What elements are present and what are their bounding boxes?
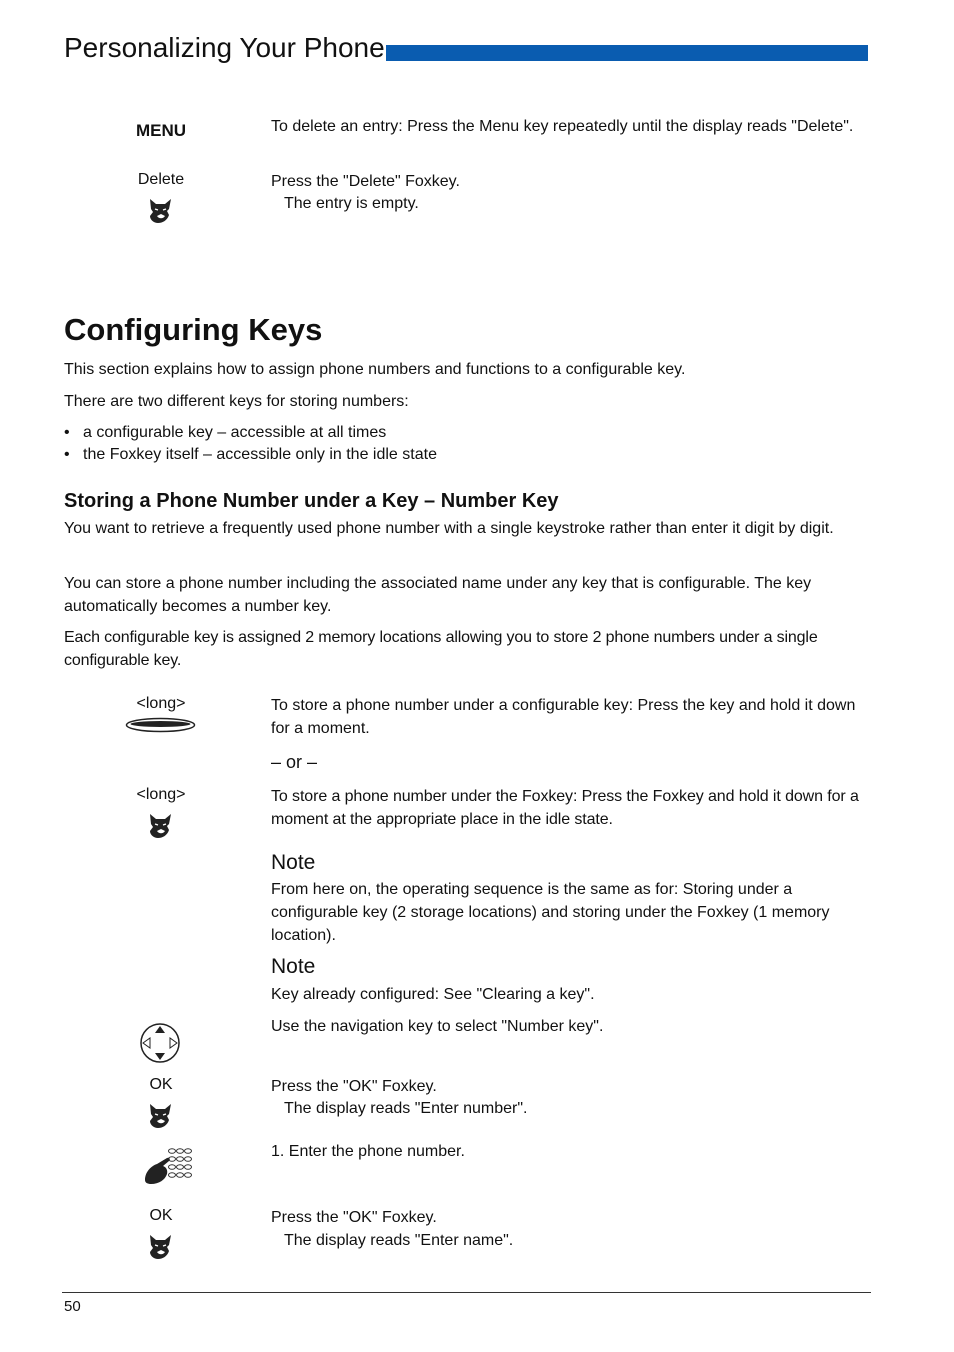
delete-step-text: Press the "Delete" Foxkey. xyxy=(271,173,460,190)
navigation-key-icon xyxy=(139,1022,181,1064)
subsection-title: Storing a Phone Number under a Key – Number Key xyxy=(64,490,559,512)
note-text: Key already configured: See "Clearing a key". xyxy=(271,986,595,1003)
enter-number-text: 1. Enter the phone number. xyxy=(271,1143,465,1160)
keypad-icon xyxy=(141,1146,193,1188)
number-key-paragraph-3: Each configurable key is assigned 2 memory locations allowing you to store 2 phone numbers under a single configurable key. xyxy=(64,629,818,669)
long-press-label-2: <long> xyxy=(136,786,186,803)
foxkey-icon xyxy=(147,1102,174,1130)
menu-step-text: To delete an entry: Press the Menu key repeatedly until the display reads "Delete". xyxy=(271,118,854,135)
foxkey-icon xyxy=(147,812,174,840)
long-press-key-text: To store a phone number under a configurable key: Press the key and hold it down for a moment. xyxy=(271,697,856,737)
config-intro: This section explains how to assign phone numbers and functions to a configurable key. xyxy=(64,361,686,378)
foxkey-icon xyxy=(147,1233,174,1261)
list-item: • the Foxkey itself – accessible only in the idle state xyxy=(64,446,437,463)
number-key-paragraph-1: You want to retrieve a frequently used phone number with a single keystroke rather than enter it digit by digit. xyxy=(64,520,834,537)
or-separator: – or – xyxy=(271,752,318,772)
page-number: 50 xyxy=(64,1298,81,1315)
long-press-label: <long> xyxy=(136,695,186,712)
section-title: Configuring Keys xyxy=(64,312,323,347)
ok-step-result: The display reads "Enter number". xyxy=(284,1100,528,1117)
note-text: From here on, the operating sequence is the same as for: Storing under a configurable key (2 storage locations) and storing under the Foxkey (1 memory location). xyxy=(271,881,830,944)
long-press-foxkey-text: To store a phone number under the Foxkey: Press the Foxkey and hold it down for a moment at the appropriate place in the idle state. xyxy=(271,788,859,828)
delete-softkey-label: Delete xyxy=(137,171,185,188)
note-title: Note xyxy=(271,955,316,978)
page-header-title: Personalizing Your Phone xyxy=(64,32,385,63)
config-two-keys: There are two different keys for storing numbers: xyxy=(64,393,409,410)
ok-step-text: Press the "OK" Foxkey. xyxy=(271,1209,437,1226)
header-accent-bar xyxy=(386,45,868,61)
number-key-paragraph-2: You can store a phone number including the associated name under any key that is configurable. The key automatically becomes a number key. xyxy=(64,575,812,615)
note-title: Note xyxy=(271,851,316,874)
menu-key-label: MENU xyxy=(135,121,187,140)
list-item: • a configurable key – accessible at all times xyxy=(64,424,387,441)
ok-step-result: The display reads "Enter name". xyxy=(284,1232,514,1249)
configurable-key-icon xyxy=(125,717,196,733)
foxkey-icon xyxy=(147,197,174,225)
navigation-step-text: Use the navigation key to select "Number key". xyxy=(271,1018,604,1035)
ok-softkey-label: OK xyxy=(149,1076,173,1093)
ok-step-text: Press the "OK" Foxkey. xyxy=(271,1078,437,1095)
footer-divider xyxy=(62,1292,871,1293)
delete-step-result: The entry is empty. xyxy=(284,195,419,212)
ok-softkey-label: OK xyxy=(149,1207,173,1224)
